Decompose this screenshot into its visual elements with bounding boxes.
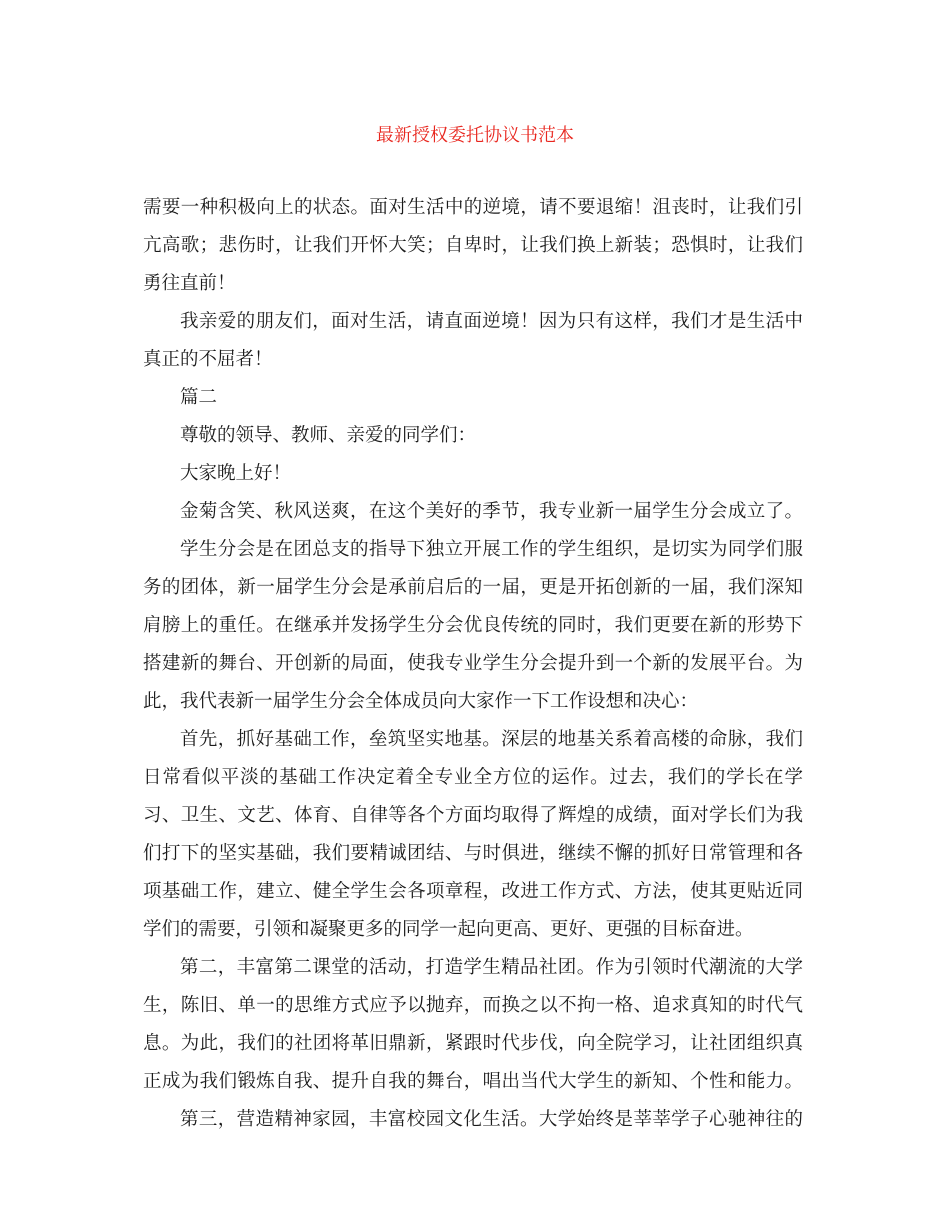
paragraph-line: 第二，丰富第二课堂的活动，打造学生精品社团。作为引领时代潮流的大学 — [180, 957, 803, 978]
paragraph-line: 日常看似平淡的基础工作决定着全专业全方位的运作。过去，我们的学长在学 — [143, 767, 803, 788]
paragraph-line: 勇往直前！ — [143, 273, 236, 294]
salutation: 尊敬的领导、教师、亲爱的同学们： — [180, 425, 477, 446]
paragraph-line: 首先，抓好基础工作，垒筑坚实地基。深层的地基关系着高楼的命脉，我们 — [180, 729, 803, 750]
paragraph-line: 此，我代表新一届学生分会全体成员向大家作一下工作设想和决心： — [143, 691, 699, 712]
document-title: 最新授权委托协议书范本 — [376, 125, 574, 146]
paragraph-line: 真正的不屈者！ — [143, 349, 273, 370]
paragraph-line: 金菊含笑、秋风送爽，在这个美好的季节，我专业新一届学生分会成立了。 — [180, 501, 803, 522]
paragraph-line: 需要一种积极向上的状态。面对生活中的逆境，请不要退缩！沮丧时，让我们引 — [143, 197, 803, 218]
paragraph-line: 学生分会是在团总支的指导下独立开展工作的学生组织，是切实为同学们服 — [180, 539, 803, 560]
paragraph-line: 正成为我们锻炼自我、提升自我的舞台，唱出当代大学生的新知、个性和能力。 — [143, 1071, 803, 1092]
paragraph-line: 项基础工作，建立、健全学生会各项章程，改进工作方式、方法，使其更贴近同 — [143, 881, 803, 902]
paragraph-line: 务的团体，新一届学生分会是承前启后的一届，更是开拓创新的一届，我们深知 — [143, 577, 803, 598]
paragraph-line: 习、卫生、文艺、体育、自律等各个方面均取得了辉煌的成绩，面对学长们为我 — [143, 805, 803, 826]
paragraph-line: 息。为此，我们的社团将革旧鼎新，紧跟时代步伐，向全院学习，让社团组织真 — [143, 1033, 803, 1054]
paragraph-line: 们打下的坚实基础，我们要精诚团结、与时俱进，继续不懈的抓好日常管理和各 — [143, 843, 803, 864]
paragraph-line: 亢高歌；悲伤时，让我们开怀大笑；自卑时，让我们换上新装；恐惧时，让我们 — [143, 235, 803, 256]
paragraph-line: 第三，营造精神家园，丰富校园文化生活。大学始终是莘莘学子心驰神往的 — [180, 1109, 803, 1130]
paragraph-line: 生，陈旧、单一的思维方式应予以抛弃，而换之以不拘一格、追求真知的时代气 — [143, 995, 803, 1016]
greeting: 大家晚上好！ — [180, 463, 292, 484]
paragraph-line: 肩膀上的重任。在继承并发扬学生分会优良传统的同时，我们更要在新的形势下 — [143, 615, 803, 636]
paragraph-line: 搭建新的舞台、开创新的局面，使我专业学生分会提升到一个新的发展平台。为 — [143, 653, 803, 674]
section-heading: 篇二 — [180, 387, 218, 408]
paragraph-line: 我亲爱的朋友们，面对生活，请直面逆境！因为只有这样，我们才是生活中 — [180, 311, 803, 332]
paragraph-line: 学们的需要，引领和凝聚更多的同学一起向更高、更好、更强的目标奋进。 — [143, 919, 754, 940]
